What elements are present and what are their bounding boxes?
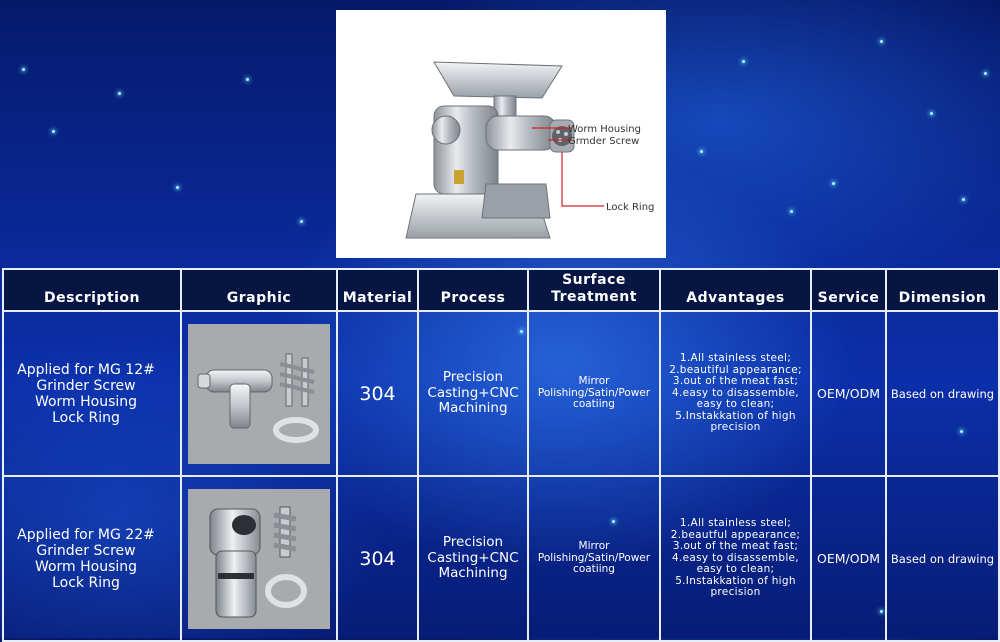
- surface-line: coatiing: [573, 563, 615, 576]
- star: [832, 182, 835, 185]
- header-dimension: Dimension: [886, 269, 999, 311]
- cell-service: OEM/ODM: [811, 476, 886, 641]
- star: [984, 72, 987, 75]
- mg22-parts-photo: [188, 489, 330, 629]
- header-surface-line2: Treatment: [551, 289, 637, 305]
- header-surface-treatment: [528, 269, 660, 311]
- advantage-line: 1.All stainless steel;: [679, 517, 792, 530]
- mg22-parts-illustration: [188, 489, 330, 629]
- description-line: Grinder Screw: [36, 377, 136, 394]
- star: [246, 78, 249, 81]
- surface-line: Polishing/Satin/Power: [537, 551, 651, 564]
- cell-surface-treatment: [528, 476, 660, 641]
- star: [930, 112, 933, 115]
- description-line: Worm Housing: [34, 393, 138, 410]
- callout-grinder-screw: Grmder Screw: [568, 136, 640, 147]
- header-surface-line1: Surface: [562, 272, 626, 288]
- spec-table: [2, 268, 1000, 642]
- cell-description: [3, 476, 181, 641]
- description-line: Lock Ring: [52, 409, 120, 426]
- surface-line: coatiing: [573, 398, 615, 411]
- star: [742, 60, 745, 63]
- advantage-line: 1.All stainless steel;: [679, 352, 792, 365]
- callout-worm-housing: Worm Housing: [568, 124, 641, 135]
- process-line: Machining: [438, 400, 508, 417]
- spec-table-header: [3, 269, 999, 311]
- cell-advantages: [660, 311, 811, 476]
- advantage-line: easy to clean;: [696, 563, 775, 576]
- header-material: Material: [337, 269, 418, 311]
- cell-graphic: [181, 476, 337, 641]
- header-graphic: Graphic: [181, 269, 337, 311]
- description-line: Applied for MG 22#: [17, 526, 155, 543]
- cell-process: [418, 311, 528, 476]
- cell-service: OEM/ODM: [811, 311, 886, 476]
- advantage-line: 5.Instakkation of high: [675, 574, 796, 587]
- cell-dimension: Based on drawing: [886, 476, 999, 641]
- header-description: Description: [3, 269, 181, 311]
- star: [962, 198, 965, 201]
- advantage-line: 4.easy to disassemble,: [672, 386, 799, 399]
- table-row: [3, 476, 999, 641]
- cell-advantages: [660, 476, 811, 641]
- advantage-line: 3.out of the meat fast;: [672, 540, 799, 553]
- process-line: Precision: [442, 369, 504, 386]
- process-line: Machining: [438, 565, 508, 582]
- surface-line: Mirror: [578, 540, 610, 553]
- advantage-line: 2.beautful appearance;: [670, 528, 801, 541]
- advantage-line: precision: [710, 421, 761, 434]
- advantage-line: 2.beautiful appearance;: [669, 363, 802, 376]
- cell-process: [418, 476, 528, 641]
- callout-lock-ring: Lock Ring: [606, 202, 655, 213]
- star: [880, 40, 883, 43]
- cell-material: 304: [337, 476, 418, 641]
- star: [118, 92, 121, 95]
- star: [52, 130, 55, 133]
- process-line: Casting+CNC: [427, 384, 519, 401]
- cell-graphic: [181, 311, 337, 476]
- header-process: Process: [418, 269, 528, 311]
- star: [22, 68, 25, 71]
- meat-grinder-hero-image: [336, 10, 666, 258]
- advantage-line: precision: [710, 586, 761, 599]
- cell-description: [3, 311, 181, 476]
- description-line: Worm Housing: [34, 558, 138, 575]
- star: [176, 186, 179, 189]
- surface-line: Mirror: [578, 375, 610, 388]
- cell-dimension: Based on drawing: [886, 311, 999, 476]
- advantage-line: 5.Instakkation of high: [675, 409, 796, 422]
- mg12-parts-photo: [188, 324, 330, 464]
- description-line: Lock Ring: [52, 574, 120, 591]
- process-line: Precision: [442, 534, 504, 551]
- description-line: Grinder Screw: [36, 542, 136, 559]
- meat-grinder-illustration: [336, 10, 666, 258]
- advantage-line: 3.out of the meat fast;: [672, 375, 799, 388]
- description-line: Applied for MG 12#: [17, 361, 155, 378]
- header-advantages: Advantages: [660, 269, 811, 311]
- process-line: Casting+CNC: [427, 549, 519, 566]
- advantage-line: 4.easy to disassemble,: [672, 551, 799, 564]
- advantage-line: easy to clean;: [696, 398, 775, 411]
- star: [300, 220, 303, 223]
- star: [700, 150, 703, 153]
- cell-surface-treatment: [528, 311, 660, 476]
- mg12-parts-illustration: [188, 324, 330, 464]
- star: [790, 210, 793, 213]
- surface-line: Polishing/Satin/Power: [537, 386, 651, 399]
- cell-material: 304: [337, 311, 418, 476]
- table-row: [3, 311, 999, 476]
- header-service: Service: [811, 269, 886, 311]
